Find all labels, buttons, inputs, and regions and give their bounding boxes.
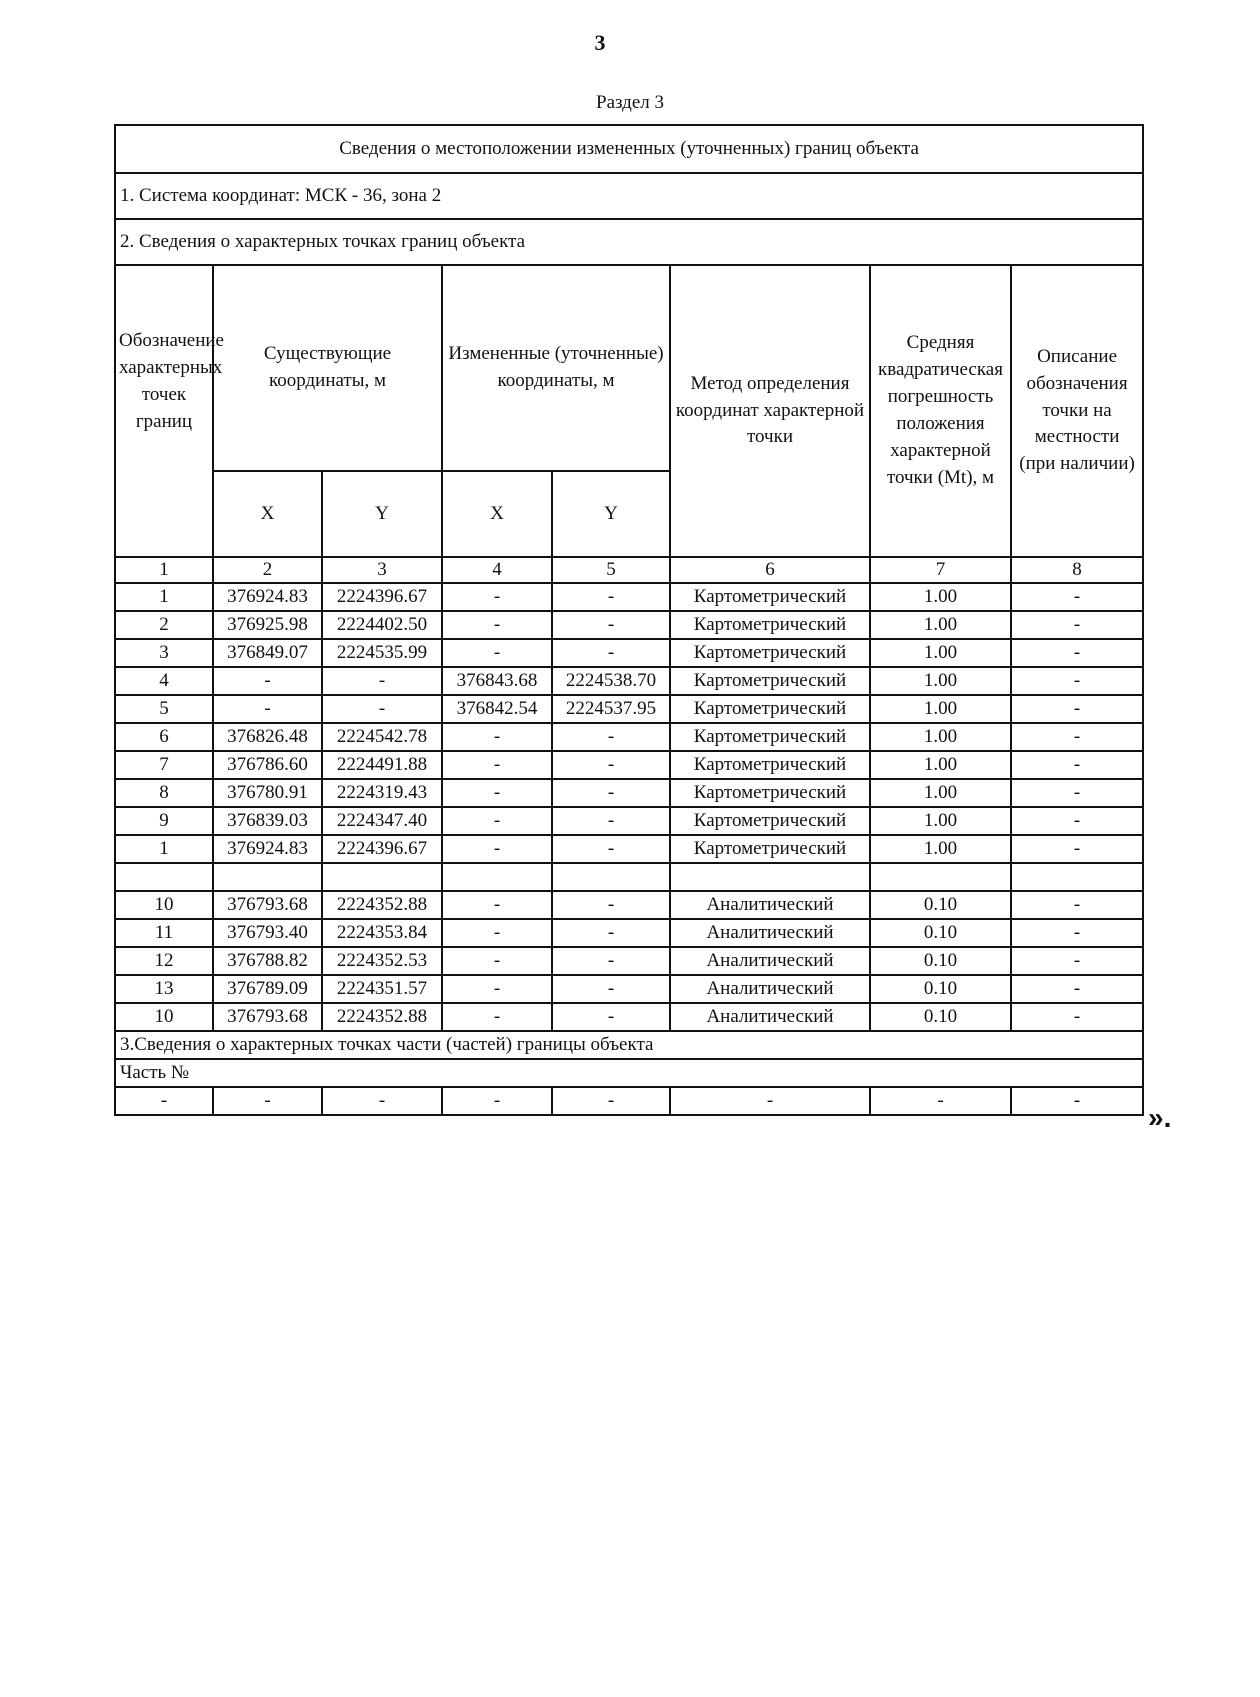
table-cell: -: [552, 723, 670, 751]
blank-cell: [870, 863, 1011, 891]
table-title: Сведения о местоположении измененных (уточненных) границ объекта: [115, 125, 1143, 173]
table-row: [115, 751, 1143, 779]
table-cell: -: [442, 611, 552, 639]
table-cell: -: [552, 947, 670, 975]
table-cell: 1.00: [870, 807, 1011, 835]
table-cell: 2224402.50: [322, 611, 442, 639]
boundary-coordinates-table: [114, 124, 1144, 1116]
table-cell: 2224352.88: [322, 1003, 442, 1031]
table-row: [115, 947, 1143, 975]
table-cell: -: [552, 751, 670, 779]
table-cell: -: [442, 835, 552, 863]
page-number: 3: [594, 30, 606, 55]
table-cell: -: [442, 807, 552, 835]
closing-quote-mark: ».: [1148, 1102, 1172, 1133]
section-label: Раздел 3: [596, 92, 664, 113]
table-cell: -: [1011, 723, 1143, 751]
table-cell: Картометрический: [670, 835, 870, 863]
table-cell: 9: [115, 807, 213, 835]
table-row: [115, 639, 1143, 667]
table-cell: Картометрический: [670, 807, 870, 835]
part-number-label: Часть №: [115, 1059, 1143, 1087]
column-number: 2: [213, 557, 322, 583]
column-number: 5: [552, 557, 670, 583]
blank-cell: [552, 863, 670, 891]
table-cell: 1: [115, 835, 213, 863]
table-row: [115, 723, 1143, 751]
part-cell: -: [322, 1087, 442, 1115]
table-cell: Картометрический: [670, 695, 870, 723]
header-designation: Обозначение характерных точек границ: [115, 265, 213, 557]
table-cell: -: [213, 667, 322, 695]
table-cell: 376793.40: [213, 919, 322, 947]
table-cell: -: [1011, 835, 1143, 863]
table-cell: Картометрический: [670, 667, 870, 695]
header-existing-y: Y: [322, 471, 442, 557]
table-cell: 2224353.84: [322, 919, 442, 947]
table-cell: 2224396.67: [322, 835, 442, 863]
table-cell: 376842.54: [442, 695, 552, 723]
blank-cell: [322, 863, 442, 891]
table-cell: 11: [115, 919, 213, 947]
table-cell: Картометрический: [670, 583, 870, 611]
table-cell: 7: [115, 751, 213, 779]
table-cell: Аналитический: [670, 947, 870, 975]
table-cell: Картометрический: [670, 639, 870, 667]
table-cell: 13: [115, 975, 213, 1003]
table-cell: 6: [115, 723, 213, 751]
table-cell: Картометрический: [670, 779, 870, 807]
table-cell: -: [442, 751, 552, 779]
table-row: [115, 891, 1143, 919]
table-row: [115, 667, 1143, 695]
table-cell: 2224319.43: [322, 779, 442, 807]
table-cell: -: [442, 919, 552, 947]
table-cell: -: [552, 807, 670, 835]
blank-cell: [213, 863, 322, 891]
table-cell: 376924.83: [213, 583, 322, 611]
table-cell: 376839.03: [213, 807, 322, 835]
table-cell: 376788.82: [213, 947, 322, 975]
table-row: [115, 695, 1143, 723]
table-cell: 376843.68: [442, 667, 552, 695]
table-cell: Аналитический: [670, 1003, 870, 1031]
table-cell: 1.00: [870, 695, 1011, 723]
table-cell: 12: [115, 947, 213, 975]
table-cell: -: [1011, 779, 1143, 807]
table-cell: -: [552, 779, 670, 807]
table-row: [115, 807, 1143, 835]
table-cell: -: [442, 975, 552, 1003]
table-cell: 2224396.67: [322, 583, 442, 611]
table-cell: 2224535.99: [322, 639, 442, 667]
part-cell: -: [1011, 1087, 1143, 1115]
table-cell: -: [552, 835, 670, 863]
table-cell: -: [322, 695, 442, 723]
table-cell: -: [552, 1003, 670, 1031]
table-cell: 1.00: [870, 779, 1011, 807]
part-cell: -: [213, 1087, 322, 1115]
table-row: [115, 919, 1143, 947]
table-cell: 2224351.57: [322, 975, 442, 1003]
table-cell: 3: [115, 639, 213, 667]
part-cell: -: [670, 1087, 870, 1115]
table-cell: 2224352.88: [322, 891, 442, 919]
part-cell: -: [442, 1087, 552, 1115]
table-cell: -: [1011, 611, 1143, 639]
table-cell: 1.00: [870, 639, 1011, 667]
table-cell: -: [552, 919, 670, 947]
table-cell: 2224352.53: [322, 947, 442, 975]
table-cell: -: [1011, 583, 1143, 611]
header-changed-y: Y: [552, 471, 670, 557]
table-cell: -: [322, 667, 442, 695]
table-cell: -: [1011, 667, 1143, 695]
table-cell: 1.00: [870, 835, 1011, 863]
parts-heading: 3.Сведения о характерных точках части (частей) границы объекта: [115, 1031, 1143, 1059]
table-cell: -: [442, 639, 552, 667]
part-cell: -: [552, 1087, 670, 1115]
table-cell: -: [1011, 807, 1143, 835]
table-cell: -: [1011, 751, 1143, 779]
table-cell: 5: [115, 695, 213, 723]
table-cell: -: [442, 891, 552, 919]
table-cell: 1: [115, 583, 213, 611]
table-cell: 10: [115, 1003, 213, 1031]
table-cell: 0.10: [870, 891, 1011, 919]
table-cell: 0.10: [870, 975, 1011, 1003]
table-cell: -: [442, 947, 552, 975]
table-cell: -: [442, 1003, 552, 1031]
part-cell: -: [115, 1087, 213, 1115]
table-cell: 376925.98: [213, 611, 322, 639]
table-cell: 0.10: [870, 919, 1011, 947]
table-cell: -: [1011, 891, 1143, 919]
table-cell: 0.10: [870, 1003, 1011, 1031]
column-number: 7: [870, 557, 1011, 583]
blank-cell: [1011, 863, 1143, 891]
table-cell: 4: [115, 667, 213, 695]
table-cell: -: [552, 583, 670, 611]
table-cell: 1.00: [870, 751, 1011, 779]
table-cell: 2224537.95: [552, 695, 670, 723]
blank-cell: [115, 863, 213, 891]
column-number: 8: [1011, 557, 1143, 583]
table-row: [115, 835, 1143, 863]
table-cell: 2224538.70: [552, 667, 670, 695]
table-cell: 2224491.88: [322, 751, 442, 779]
table-cell: 8: [115, 779, 213, 807]
table-cell: 1.00: [870, 611, 1011, 639]
blank-cell: [442, 863, 552, 891]
table-cell: Картометрический: [670, 723, 870, 751]
table-cell: -: [442, 779, 552, 807]
table-cell: -: [552, 611, 670, 639]
header-description: Описание обозначения точки на местности (при наличии): [1011, 265, 1143, 557]
points-heading: 2. Сведения о характерных точках границ объекта: [115, 219, 1143, 265]
table-cell: Аналитический: [670, 919, 870, 947]
table-cell: 376793.68: [213, 891, 322, 919]
table-cell: 2224347.40: [322, 807, 442, 835]
table-cell: 1.00: [870, 583, 1011, 611]
table-cell: -: [442, 723, 552, 751]
table-cell: 1.00: [870, 667, 1011, 695]
header-method: Метод определения координат характерной точки: [670, 265, 870, 557]
header-existing-coordinates: Существующие координаты, м: [213, 265, 442, 471]
table-cell: 376780.91: [213, 779, 322, 807]
table-row: [115, 611, 1143, 639]
blank-cell: [670, 863, 870, 891]
table-cell: 376789.09: [213, 975, 322, 1003]
column-number: 3: [322, 557, 442, 583]
table-cell: 376826.48: [213, 723, 322, 751]
table-cell: Картометрический: [670, 611, 870, 639]
column-number: 4: [442, 557, 552, 583]
table-cell: 0.10: [870, 947, 1011, 975]
column-number: 1: [115, 557, 213, 583]
header-existing-x: X: [213, 471, 322, 557]
table-cell: -: [552, 891, 670, 919]
column-number: 6: [670, 557, 870, 583]
table-cell: 1.00: [870, 723, 1011, 751]
table-cell: -: [1011, 1003, 1143, 1031]
table-cell: -: [1011, 639, 1143, 667]
table-cell: 376849.07: [213, 639, 322, 667]
table-cell: -: [1011, 947, 1143, 975]
table-cell: -: [552, 975, 670, 1003]
table-cell: 376924.83: [213, 835, 322, 863]
table-cell: 2: [115, 611, 213, 639]
table-cell: Аналитический: [670, 975, 870, 1003]
table-cell: -: [213, 695, 322, 723]
table-cell: -: [1011, 919, 1143, 947]
table-cell: -: [1011, 695, 1143, 723]
table-cell: 376786.60: [213, 751, 322, 779]
header-error: Средняя квадратическая погрешность положения характерной точки (Mt), м: [870, 265, 1011, 557]
table-cell: Картометрический: [670, 751, 870, 779]
table-cell: -: [442, 583, 552, 611]
table-row: [115, 779, 1143, 807]
table-row: [115, 1003, 1143, 1031]
table-row: [115, 583, 1143, 611]
part-cell: -: [870, 1087, 1011, 1115]
coordinate-system-line: 1. Система координат: МСК - 36, зона 2: [115, 173, 1143, 219]
table-cell: -: [1011, 975, 1143, 1003]
table-row: [115, 975, 1143, 1003]
table-cell: 376793.68: [213, 1003, 322, 1031]
header-changed-coordinates: Измененные (уточненные) координаты, м: [442, 265, 670, 471]
table-cell: 10: [115, 891, 213, 919]
table-cell: 2224542.78: [322, 723, 442, 751]
table-cell: -: [552, 639, 670, 667]
header-changed-x: X: [442, 471, 552, 557]
table-cell: Аналитический: [670, 891, 870, 919]
